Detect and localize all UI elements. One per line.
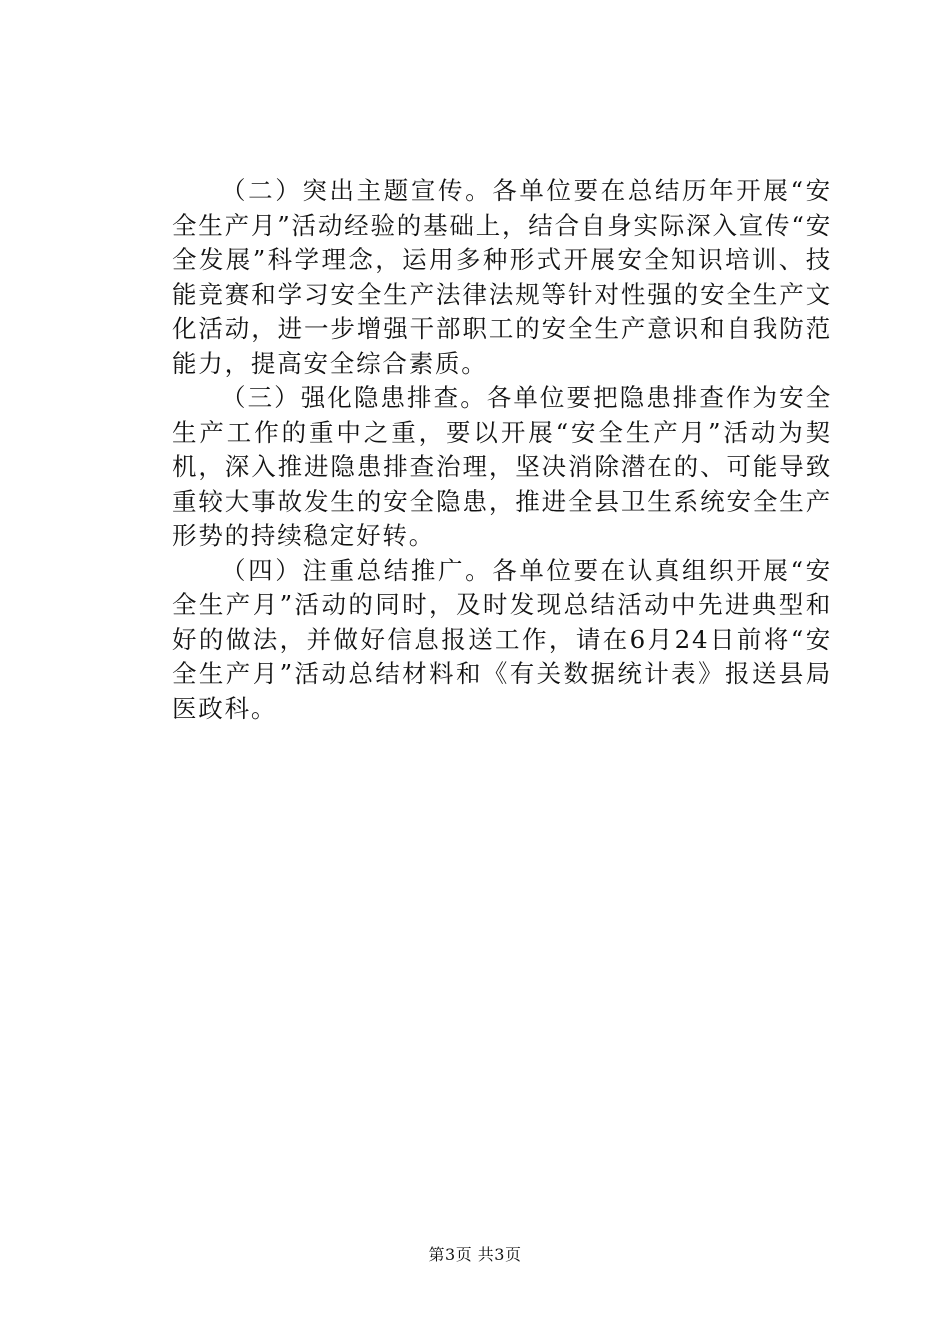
- paragraph-theme-publicity: （二）突出主题宣传。各单位要在总结历年开展“安全生产月”活动经验的基础上，结合自身实际深入宣传“安全发展”科学理念，运用多种形式开展安全知识培训、技能竞赛和学习安全生产法律法规等针对性强的安全生产文化活动，进一步增强干部职工的安全生产意识和自我防范能力，提高安全综合素质。: [172, 176, 832, 378]
- paragraph-summary-promotion: （四）注重总结推广。各单位要在认真组织开展“安全生产月”活动的同时，及时发现总结活动中先进典型和好的做法，并做好信息报送工作，请在6月24日前将“安全生产月”活动总结材料和《有关数据统计表》报送县局医政科。: [172, 555, 832, 723]
- page-footer: [0, 1245, 950, 1265]
- page-number: 第3页 共3页: [428, 1245, 522, 1264]
- paragraph-hazard-inspection: （三）强化隐患排查。各单位要把隐患排查作为安全生产工作的重中之重，要以开展“安全生产月”活动为契机，深入推进隐患排查治理，坚决消除潜在的、可能导致重较大事故发生的安全隐患，推进全县卫生系统安全生产形势的持续稳定好转。: [172, 383, 832, 550]
- document-body: [172, 174, 832, 726]
